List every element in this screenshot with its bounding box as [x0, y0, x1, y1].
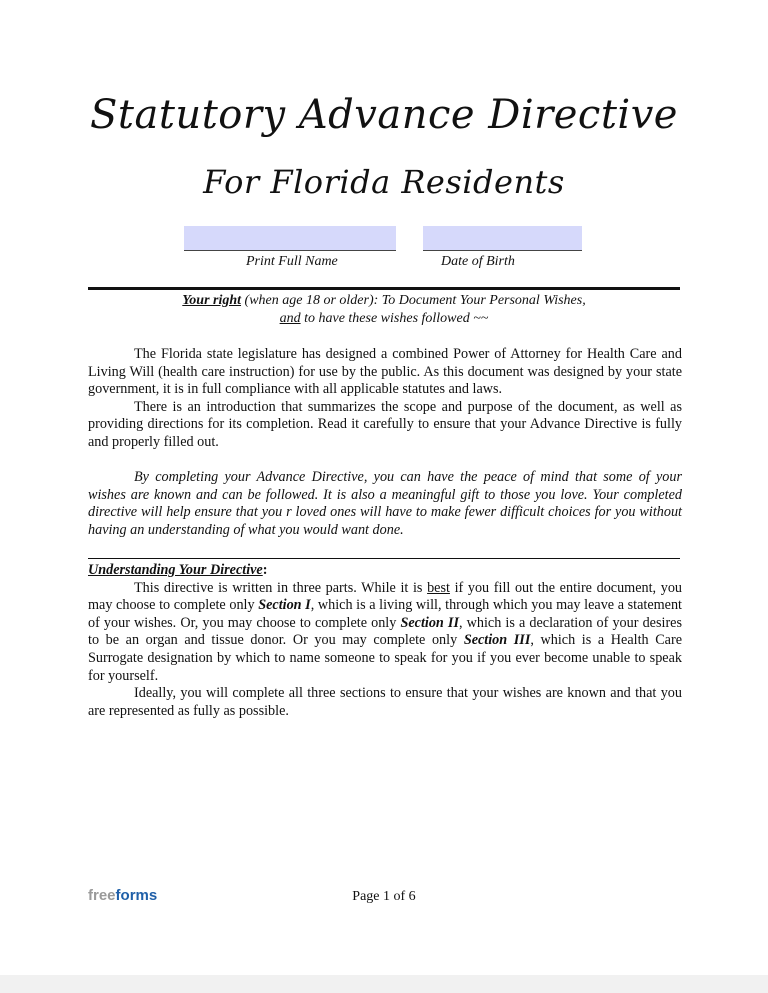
header-divider — [88, 287, 680, 290]
section-3-ref: Section III — [463, 632, 531, 649]
logo-forms: forms — [115, 887, 158, 904]
intro-section — [88, 346, 682, 452]
logo-free: free — [88, 887, 116, 904]
understanding-text-5: , which is a Health Care Surrogate designation by which to name someone to speak for you if you ever become unable to speak for yourself. — [88, 632, 682, 684]
understanding-paragraph-2: Ideally, you will complete all three sections to ensure that your wishes are known and that you are represented as fully as possible. — [88, 685, 682, 719]
section-1-ref: Section I — [258, 597, 311, 614]
understanding-heading: Understanding Your Directive — [88, 562, 263, 578]
intro-italic-section — [88, 469, 682, 539]
understanding-text-3: , which is a living will, through which you may leave a statement of your wishes. Or, you may choose to complete only — [88, 597, 682, 631]
intro-paragraph-3: By completing your Advance Directive, you can have the peace of mind that some of your wishes are known and can be followed. It is also a meaningful gift to those you love. Your completed directive will help ensure that you r loved ones will have to make fewer difficult choices for you without having an understanding of what you would want done. — [88, 469, 682, 538]
viewer-bottom-bar — [0, 975, 768, 993]
document-subtitle: For Florida Residents — [203, 163, 565, 201]
date-of-birth-label: Date of Birth — [441, 254, 515, 269]
section-2-ref: Section II — [400, 614, 459, 631]
understanding-best: best — [427, 579, 450, 596]
intro-paragraph-1: The Florida state legislature has designed a combined Power of Attorney for Health Care and Living Will (health care instruction) for use by the public. As this document was designed by your state government, it is in full compliance with all applicable statutes and laws. — [88, 346, 682, 398]
section-divider — [88, 558, 680, 559]
full-name-label: Print Full Name — [246, 254, 338, 269]
rights-line1: (when age 18 or older): To Document Your Personal Wishes, — [241, 293, 586, 308]
understanding-paragraph-1 — [88, 580, 682, 686]
date-of-birth-field[interactable] — [423, 226, 582, 251]
understanding-heading-line — [88, 562, 682, 580]
document-title: Statutory Advance Directive — [90, 92, 678, 138]
rights-statement — [88, 292, 680, 328]
full-name-field[interactable] — [184, 226, 396, 251]
rights-lead: Your right — [182, 293, 242, 308]
intro-paragraph-2: There is an introduction that summarizes the scope and purpose of the document, as well as providing directions for its completion. Read it carefully to ensure that your Advance Directive is fully and properly filled out. — [88, 398, 682, 450]
understanding-section — [88, 562, 682, 720]
rights-line2: to have these wishes followed ~~ — [300, 311, 489, 326]
page-number: Page 1 of 6 — [352, 889, 416, 904]
understanding-text-2: if you fill out the entire document, you may choose to complete only — [88, 579, 683, 614]
rights-and: and — [279, 311, 301, 326]
understanding-text-1: This directive is written in three parts. While it is — [134, 579, 428, 596]
understanding-colon: : — [262, 562, 268, 578]
understanding-text-4: , which is a declaration of your desires to be an organ and tissue donor. Or you may complete only — [88, 614, 682, 649]
